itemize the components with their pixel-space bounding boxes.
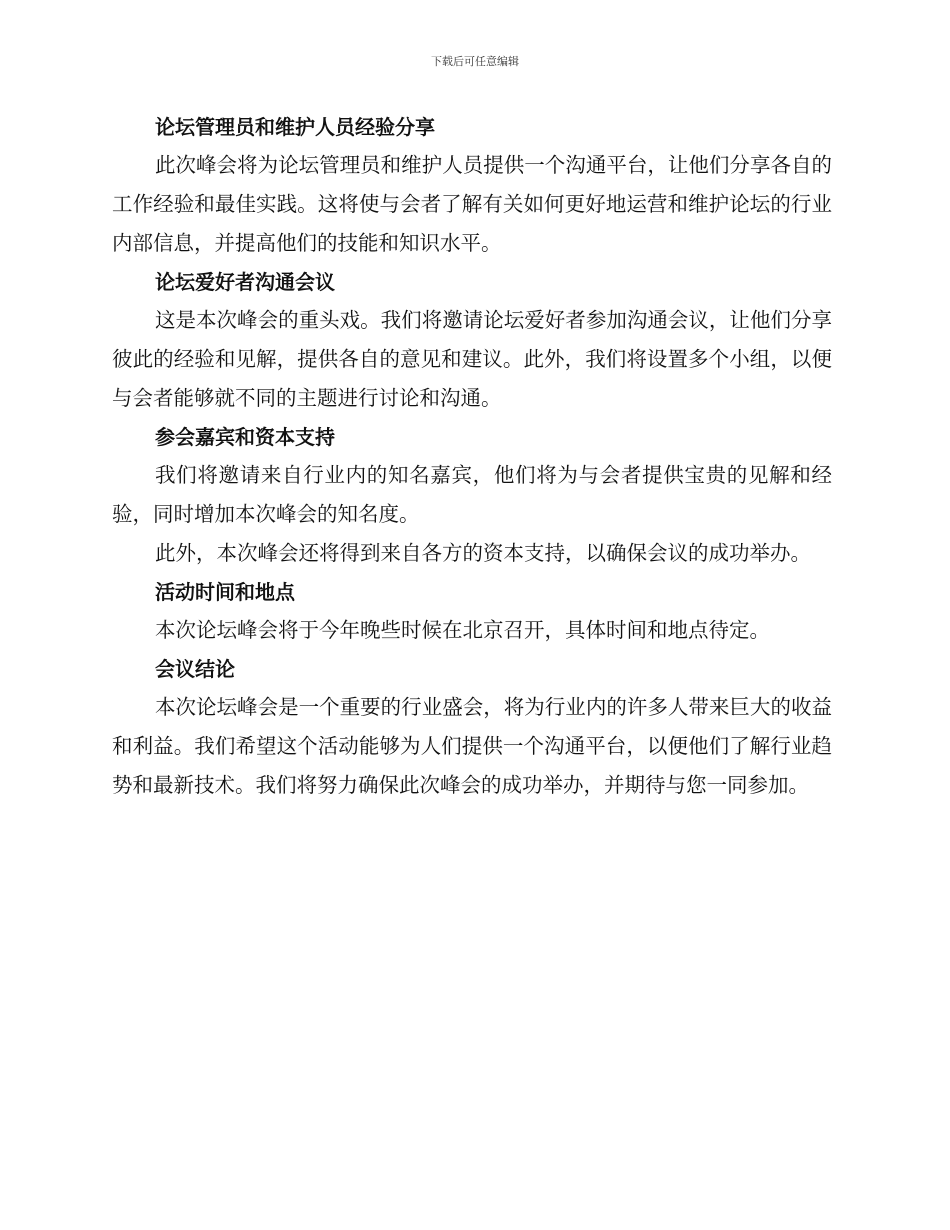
section-heading-time-location: 活动时间和地点 (155, 580, 295, 604)
paragraph-conclusion: 本次论坛峰会是一个重要的行业盛会，将为行业内的许多人带来巨大的收益和利益。我们希望这个活动能够为人们提供一个沟通平台，以便他们了解行业趋势和最新技术。我们将努力确保此次峰会的成功举办，并期待与您一同参加。 (112, 695, 832, 797)
section-heading-admin-experience: 论坛管理员和维护人员经验分享 (155, 115, 435, 139)
document-body (112, 108, 832, 805)
paragraph-time-location: 本次论坛峰会将于今年晚些时候在北京召开，具体时间和地点待定。 (155, 618, 770, 642)
section-heading-conclusion: 会议结论 (155, 657, 235, 681)
paragraph-enthusiast-meeting: 这是本次峰会的重头戏。我们将邀请论坛爱好者参加沟通会议，让他们分享彼此的经验和见解，提供各自的意见和建议。此外，我们将设置多个小组，以便与会者能够就不同的主题进行讨论和沟通。 (112, 308, 832, 410)
section-heading-enthusiast-meeting: 论坛爱好者沟通会议 (155, 270, 335, 294)
paragraph-capital: 此外，本次峰会还将得到来自各方的资本支持，以确保会议的成功举办。 (155, 541, 811, 565)
paragraph-guests: 我们将邀请来自行业内的知名嘉宾，他们将为与会者提供宝贵的见解和经验，同时增加本次峰会的知名度。 (112, 463, 832, 526)
section-heading-guests-capital: 参会嘉宾和资本支持 (155, 425, 335, 449)
page-header: 下载后可任意编辑 (431, 55, 519, 68)
paragraph-admin-experience: 此次峰会将为论坛管理员和维护人员提供一个沟通平台，让他们分享各自的工作经验和最佳实践。这将使与会者了解有关如何更好地运营和维护论坛的行业内部信息，并提高他们的技能和知识水平。 (112, 153, 832, 255)
